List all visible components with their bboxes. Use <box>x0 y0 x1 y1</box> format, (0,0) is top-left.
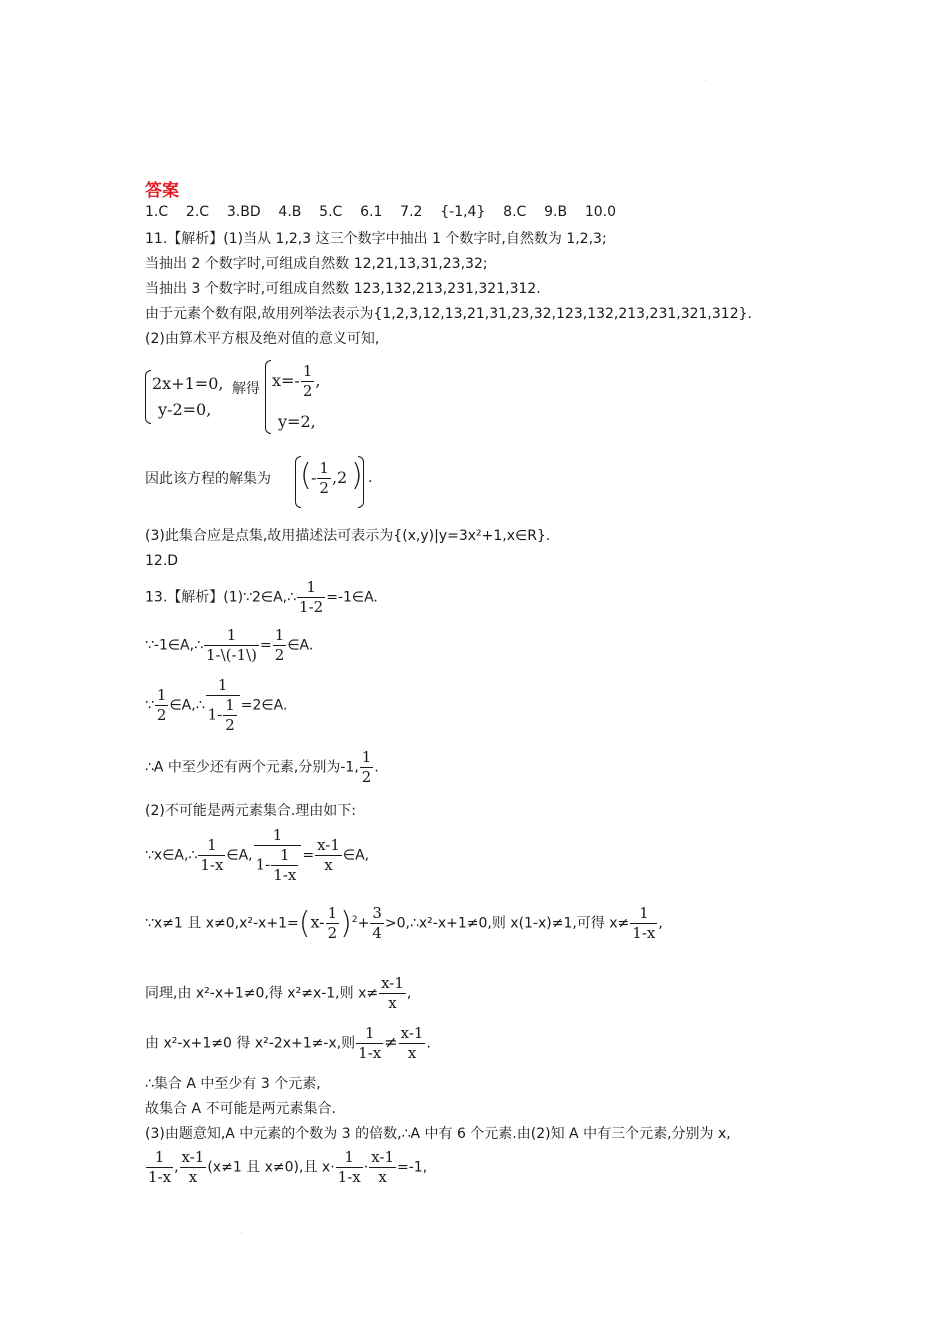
q12-answer: 12.D <box>145 553 179 569</box>
q11-line-4: 由于元素个数有限,故用列举法表示为{1,2,3,12,13,21,31,23,32,123,132,213,231,321,312}. <box>145 306 752 322</box>
q13-line-5: (2)不可能是两元素集合.理由如下: <box>145 803 356 819</box>
solution-y: y=2, <box>278 412 316 431</box>
left-brace <box>265 360 271 434</box>
q11-line-2: 当抽出 2 个数字时,可组成自然数 12,21,13,31,23,32; <box>145 256 488 272</box>
right-brace <box>358 456 364 508</box>
q13-line-11: 故集合 A 不可能是两元素集合. <box>145 1101 336 1117</box>
q11-line-5: (2)由算术平方根及绝对值的意义可知, <box>145 331 380 347</box>
q11-line-1: 11.【解析】(1)当从 1,2,3 这三个数字中抽出 1 个数字时,自然数为 1,2,3; <box>145 231 607 247</box>
period: . <box>368 470 373 486</box>
equation-2: y-2=0, <box>158 400 212 419</box>
q13-line-12: (3)由题意知,A 中元素的个数为 3 的倍数,∴A 中有 6 个元素.由(2)知 A 中有三个元素,分别为 x, <box>145 1126 731 1142</box>
solution-set-point: - $\frac{1}{2}$ ,2 <box>311 459 348 497</box>
answer-key: 1.C 2.C 3.BD 4.B 5.C 6.1 7.2 {-1,4} 8.C 9.B 10.0 <box>145 204 617 220</box>
decorative-dot: . <box>705 76 707 83</box>
q13-line-8: 同理,由 x²-x+1≠0,得 x²≠x-1,则 x≠ $\frac{x-1}{x}$ , <box>145 974 412 1012</box>
left-paren: ( <box>300 458 312 493</box>
solution-set-label: 因此该方程的解集为 <box>145 471 271 487</box>
solution-x: x=- $\frac{1}{2}$ , <box>272 362 321 400</box>
right-paren: ) <box>351 458 363 493</box>
q13-line-2: ∵-1∈A,∴ $\frac{1}{1-\backslash(-1\backslash)}$ = $\frac{1}{2}$ ∈A. <box>145 626 314 664</box>
q13-line-9: 由 x²-x+1≠0 得 x²-2x+1≠-x,则 $\frac{1}{1-x}$ ≠ $\frac{x-1}{x}$ . <box>145 1024 431 1062</box>
q13-line-4: ∴A 中至少还有两个元素,分别为-1, $\frac{1}{2}$ . <box>145 748 379 786</box>
q13-line-6: ∵x∈A,∴ $\frac{1}{1-x}$ ∈A, 1 1- $\frac{1}{1-x}$ = $\frac{x-1}{x}$ ∈A, <box>145 826 370 884</box>
page-title: 答案 <box>145 181 179 201</box>
q11-line-3: 当抽出 3 个数字时,可组成自然数 123,132,213,231,321,312. <box>145 281 541 297</box>
q13-line-3: ∵ $\frac{1}{2}$ ∈A,∴ 1 1- $\frac{1}{2}$ =2∈A. <box>145 676 288 734</box>
q13-line-13: $\frac{1}{1-x}$ , $\frac{x-1}{x}$ (x≠1 且 x≠0),且 x· $\frac{1}{1-x}$ · $\frac{x-1}{x}$ =-1, <box>148 1148 428 1186</box>
q11-part3: (3)此集合应是点集,故用描述法可表示为{(x,y)|y=3x²+1,x∈R}. <box>145 528 551 544</box>
left-brace <box>145 370 151 424</box>
solve-label: 解得 <box>232 381 260 397</box>
q13-line-1: 13.【解析】(1)∵2∈A,∴ $\frac{1}{1-2}$ =-1∈A. <box>145 578 378 616</box>
q13-line-7: ∵x≠1 且 x≠0,x²-x+1=(x- $\frac{1}{2}$ )$^2$+ $\frac{3}{4}$ >0,∴x²-x+1≠0,则 x(1-x)≠1,可得 x≠ $\frac{1}{1-x}$ , <box>145 904 663 942</box>
equation-1: 2x+1=0, <box>152 374 224 393</box>
q13-line-10: ∴集合 A 中至少有 3 个元素, <box>145 1076 321 1092</box>
decorative-dot: . <box>240 1228 242 1235</box>
